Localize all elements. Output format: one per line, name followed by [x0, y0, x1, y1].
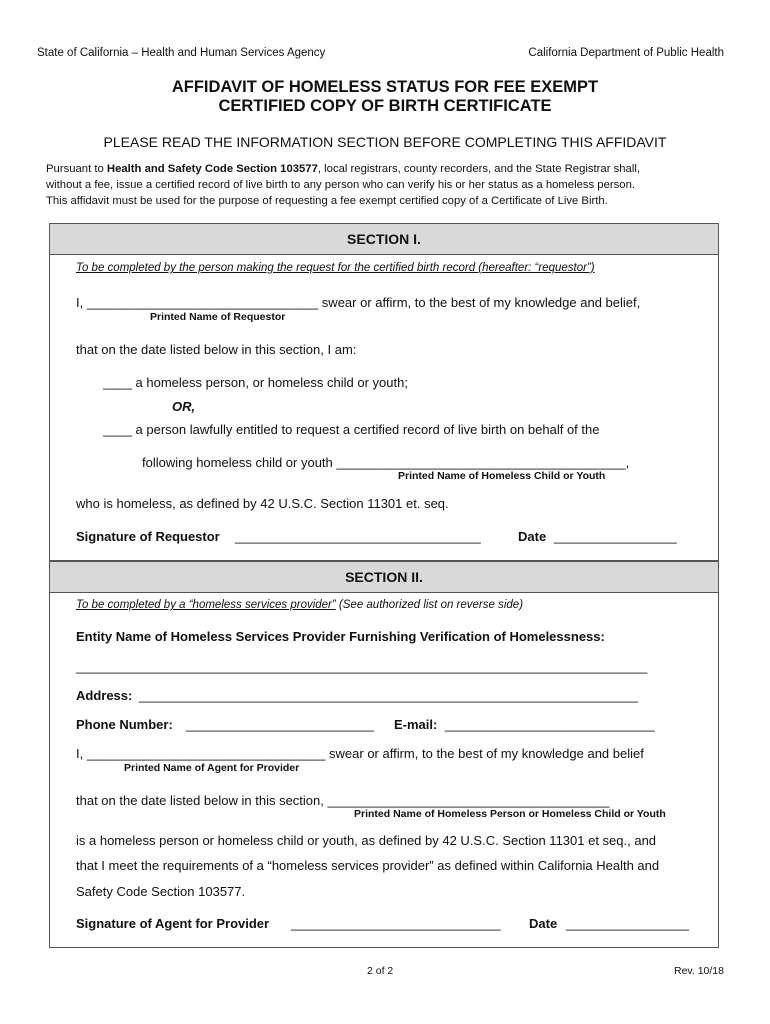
homeless-person-caption: Printed Name of Homeless Person or Homeless Child or Youth — [354, 808, 666, 820]
provider-para-line1: is a homeless person or homeless child or youth, as defined by 42 U.S.C. Section 11301 et seq., and — [76, 833, 657, 848]
entity-name-label: Entity Name of Homeless Services Provider Furnishing Verification of Homelessness: — [76, 629, 605, 644]
child-name-field[interactable]: following homeless child or youth ________________________________________, — [142, 455, 630, 470]
requestor-signature-label: Signature of Requestor — [76, 529, 220, 544]
phone-label: Phone Number: — [76, 717, 173, 732]
agent-name-field[interactable]: I, _________________________________ swear or affirm, to the best of my knowledge and belief — [76, 746, 644, 761]
please-read-notice: PLEASE READ THE INFORMATION SECTION BEFORE COMPLETING THIS AFFIDAVIT — [103, 134, 667, 150]
section1-heading: SECTION I. — [50, 224, 718, 255]
option-on-behalf[interactable]: ____ a person lawfully entitled to request a certified record of live birth on behalf of the — [103, 422, 600, 437]
intro-line2: without a fee, issue a certified record of live birth to any person who can verify his or her status as a homeless person. — [46, 179, 635, 191]
department-header: California Department of Public Health — [528, 47, 724, 59]
agent-date-field[interactable]: _________________ — [566, 916, 689, 931]
code-reference: Health and Safety Code Section 103577 — [106, 163, 318, 175]
email-field[interactable]: _____________________________ — [445, 717, 655, 732]
agent-signature-field[interactable]: _____________________________ — [291, 916, 501, 931]
requestor-date-field[interactable]: _________________ — [554, 529, 677, 544]
address-label: Address: — [76, 688, 133, 703]
section2-heading: SECTION II. — [50, 562, 718, 593]
requestor-name-field[interactable]: I, ________________________________ swear or affirm, to the best of my knowledge and belief, — [76, 295, 641, 310]
section1-instruction: To be completed by the person making the request for the certified birth record (hereafter: “requestor”) — [76, 262, 595, 274]
phone-field[interactable]: __________________________ — [186, 717, 374, 732]
agency-header: State of California – Health and Human Services Agency — [37, 47, 326, 59]
form-title-line1: AFFIDAVIT OF HOMELESS STATUS FOR FEE EXEMPT — [171, 78, 599, 96]
requestor-date-label: Date — [518, 529, 547, 544]
who-is-homeless-text: who is homeless, as defined by 42 U.S.C. Section 11301 et. seq. — [76, 496, 449, 511]
intro-line1: Pursuant to Health and Safety Code Section 103577, local registrars, county recorders, and the State Registrar shall, — [46, 163, 640, 175]
email-label: E-mail: — [394, 717, 438, 732]
that-on-date-text: that on the date listed below in this section, I am: — [76, 342, 357, 357]
page-number: 2 of 2 — [367, 965, 394, 977]
form-title-line2: CERTIFIED COPY OF BIRTH CERTIFICATE — [218, 97, 552, 115]
entity-name-field[interactable]: _______________________________________________________________________________ — [76, 659, 648, 674]
option-homeless-person[interactable]: ____ a homeless person, or homeless child or youth; — [103, 375, 408, 390]
agent-date-label: Date — [529, 916, 558, 931]
requestor-signature-field[interactable]: __________________________________ — [235, 529, 481, 544]
agent-name-caption: Printed Name of Agent for Provider — [124, 762, 300, 774]
child-name-caption: Printed Name of Homeless Child or Youth — [398, 470, 606, 482]
revision-label: Rev. 10/18 — [673, 965, 724, 977]
or-label: OR, — [172, 399, 196, 414]
agent-signature-label: Signature of Agent for Provider — [76, 916, 270, 931]
intro-line3: This affidavit must be used for the purpose of requesting a fee exempt certified copy of a Certificate of Live Birth. — [46, 195, 608, 207]
requestor-name-caption: Printed Name of Requestor — [150, 311, 286, 323]
section2-instruction: To be completed by a “homeless services provider” (See authorized list on reverse side) — [76, 599, 524, 611]
provider-para-line2: that I meet the requirements of a “homeless services provider” as defined within California Health and — [76, 858, 660, 873]
homeless-person-name-field[interactable]: that on the date listed below in this section, _______________________________________ — [76, 793, 610, 808]
address-field[interactable]: _____________________________________________________________________ — [139, 688, 638, 703]
provider-para-line3: Safety Code Section 103577. — [76, 884, 246, 899]
